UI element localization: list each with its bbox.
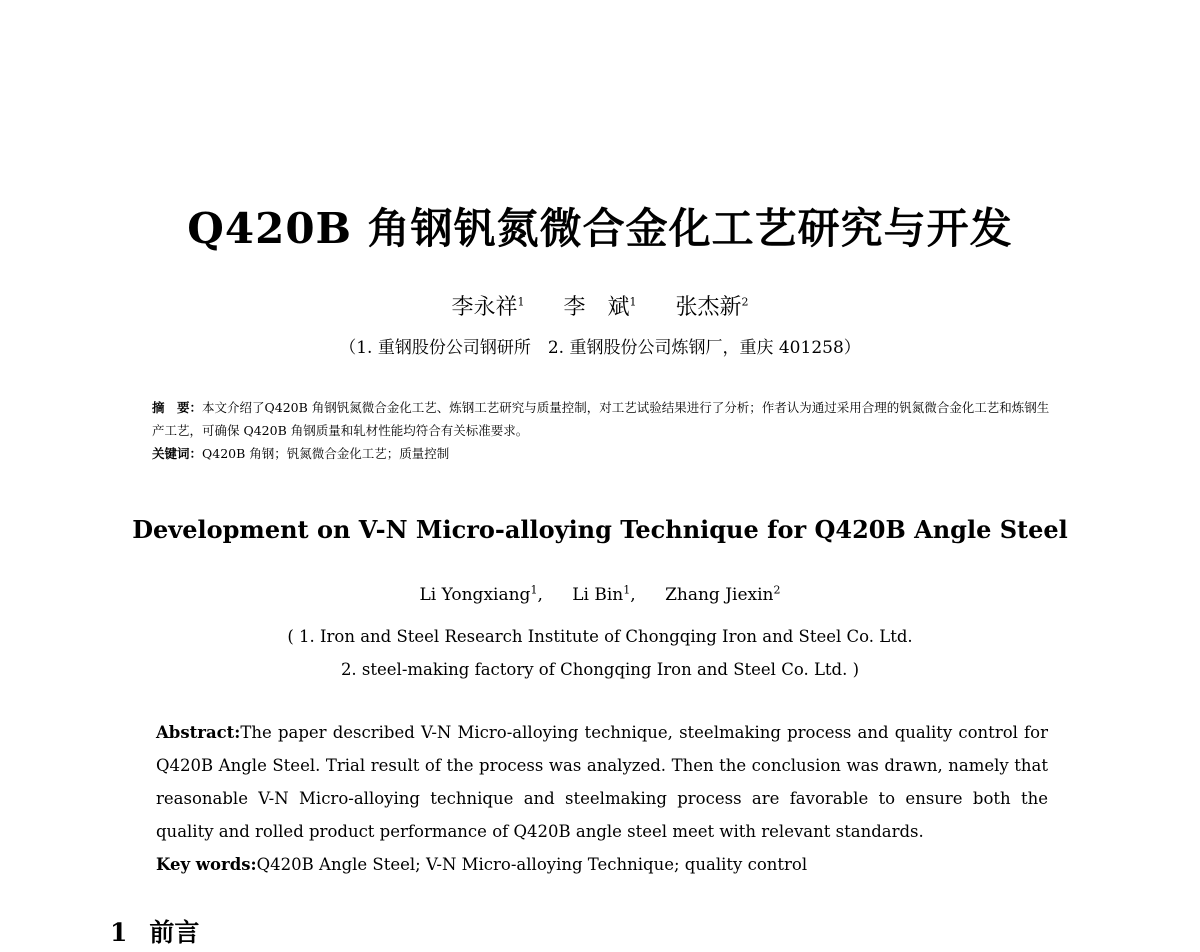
author-3: 张杰新$^2$ bbox=[675, 295, 749, 320]
chinese-affiliation: （1. 重钢股份公司钢研所 2. 重钢股份公司炼钢厂，重庆 401258） bbox=[339, 338, 861, 358]
author-2: 李 斌$^1$ bbox=[563, 295, 637, 320]
section-number: 1 bbox=[110, 918, 128, 947]
english-author-2: Li Bin$^1$, bbox=[572, 583, 636, 605]
english-affiliation-line-2: 2. steel-making factory of Chongqing Iron and Steel Co. Ltd. ) bbox=[340, 660, 860, 679]
chinese-keywords-text: Q420B 角钢；钒氮微合金化工艺；质量控制 bbox=[202, 446, 450, 461]
chinese-title: Q420B 角钢钒氮微合金化工艺研究与开发 bbox=[187, 204, 1013, 253]
chinese-abstract-label: 摘 要： bbox=[152, 400, 203, 415]
english-keywords-label: Key words: bbox=[156, 855, 257, 874]
section-heading bbox=[110, 913, 199, 949]
english-abstract-block bbox=[156, 716, 1048, 881]
english-affiliation bbox=[0, 620, 1200, 686]
chinese-abstract-text: 本文介绍了Q420B 角钢钒氮微合金化工艺、炼钢工艺研究与质量控制，对工艺试验结果进行了分析；作者认为通过采用合理的钒氮微合金化工艺和炼钢生产工艺，可确保 Q420B 角钢质量和轧材性能均符合有关标准要求。 bbox=[152, 400, 1050, 438]
english-author-3: Zhang Jiexin$^2$ bbox=[665, 583, 781, 605]
chinese-authors bbox=[0, 290, 1200, 321]
english-abstract bbox=[156, 716, 1048, 848]
english-abstract-text: The paper described V-N Micro-alloying technique, steelmaking process and quality control for Q420B Angle Steel. Trial result of the process was analyzed. Then the conclusion was drawn, namely that reasonable V-N Micro-alloying technique and steelmaking process are favorable to ensure both the quality and rolled product performance of Q420B angle steel meet with relevant standards. bbox=[156, 723, 1048, 841]
english-affiliation-line-1: ( 1. Iron and Steel Research Institute of Chongqing Iron and Steel Co. Ltd. bbox=[287, 627, 913, 646]
chinese-abstract bbox=[152, 396, 1052, 442]
author-1: 李永祥$^1$ bbox=[451, 295, 525, 320]
chinese-keywords bbox=[152, 442, 1052, 465]
chinese-abstract-block bbox=[152, 396, 1052, 465]
english-author-1: Li Yongxiang$^1$, bbox=[419, 583, 543, 605]
english-title: Development on V-N Micro-alloying Technique for Q420B Angle Steel bbox=[132, 515, 1068, 544]
english-abstract-label: Abstract: bbox=[156, 723, 241, 742]
english-keywords-text: Q420B Angle Steel; V-N Micro-alloying Technique; quality control bbox=[256, 855, 808, 874]
section-title: 前言 bbox=[149, 918, 200, 947]
english-authors bbox=[0, 585, 1200, 605]
chinese-keywords-label: 关键词： bbox=[152, 446, 203, 461]
english-keywords bbox=[156, 848, 1048, 881]
